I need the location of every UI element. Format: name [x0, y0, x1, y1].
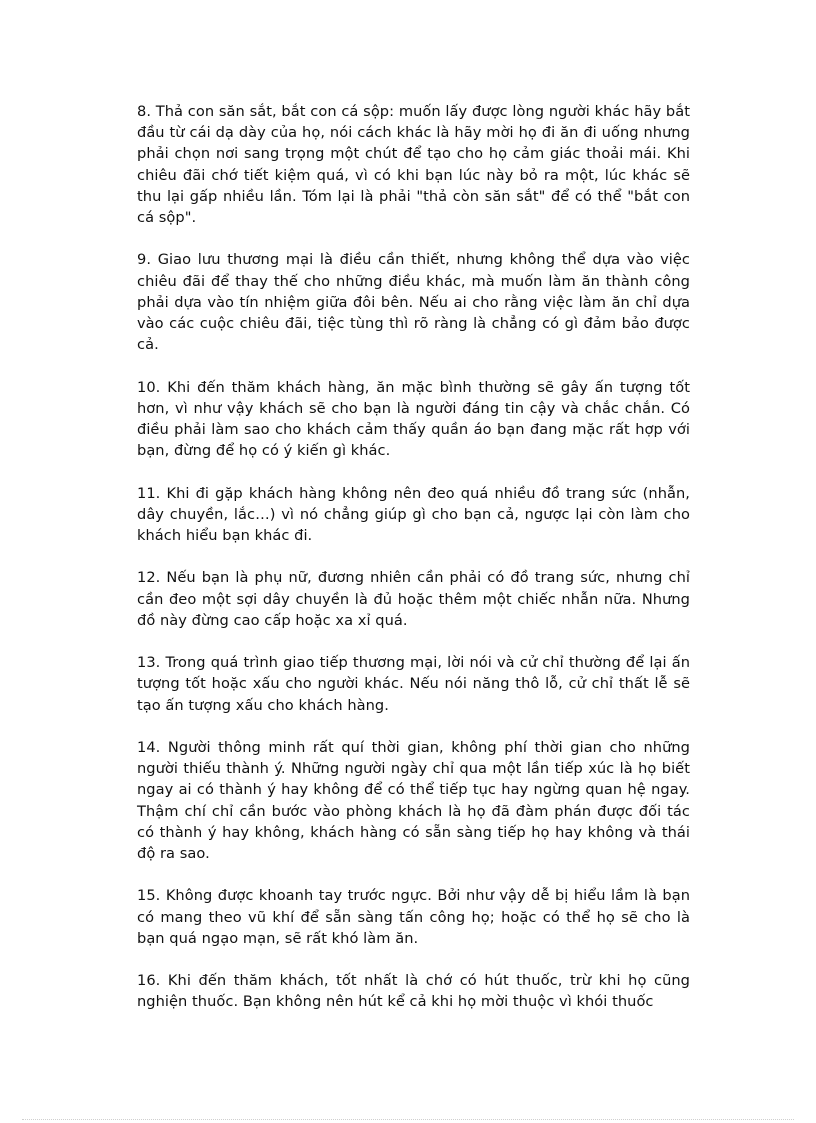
paragraph-9: 9. Giao lưu thương mại là điều cần thiết, nhưng không thể dựa vào việc chiêu đãi để thay thế cho những điều khác, mà muốn làm ăn thành công phải dựa vào tín nhiệm giữa đôi bên. Nếu ai cho rằng việc làm ăn chỉ dựa vào các cuộc chiêu đãi, tiệc tùng thì rõ ràng là chẳng có gì đảm bảo được cả.: [137, 251, 690, 354]
paragraph-13: 13. Trong quá trình giao tiếp thương mại, lời nói và cử chỉ thường để lại ấn tượng tốt hoặc xấu cho người khác. Nếu nói năng thô lỗ, cử chỉ thất lễ sẽ tạo ấn tượng xấu cho khách hàng.: [137, 654, 690, 714]
paragraph-10: 10. Khi đến thăm khách hàng, ăn mặc bình thường sẽ gây ấn tượng tốt hơn, vì như vậy khách sẽ cho bạn là người đáng tin cậy và chắc chắn. Có điều phải làm sao cho khách cảm thấy quần áo bạn đang mặc rất hợp với bạn, đừng để họ có ý kiến gì khác.: [137, 378, 690, 460]
paragraph-16: 16. Khi đến thăm khách, tốt nhất là chớ có hút thuốc, trừ khi họ cũng nghiện thuốc. Bạn không nên hút kể cả khi họ mời thuộc vì khói thuốc: [137, 972, 690, 1011]
paragraph-12: 12. Nếu bạn là phụ nữ, đương nhiên cần phải có đồ trang sức, nhưng chỉ cần đeo một sợi dây chuyền là đủ hoặc thêm một chiếc nhẫn nữa. Nhưng đồ này đừng cao cấp hoặc xa xỉ quá.: [137, 569, 690, 629]
page-bottom-divider: [22, 1119, 794, 1120]
paragraph-14: 14. Người thông minh rất quí thời gian, không phí thời gian cho những người thiếu thành ý. Những người ngày chỉ qua một lần tiếp xúc là họ biết ngay ai có thành ý hay không để có thể tiếp tục hay ngừng quan hệ ngay. Thậm chí chỉ cần bước vào phòng khách là họ đã đàm phán được đối tác có thành ý hay không, khách hàng có sẵn sàng tiếp họ hay không và thái độ ra sao.: [137, 739, 690, 863]
paragraph-11: 11. Khi đi gặp khách hàng không nên đeo quá nhiều đồ trang sức (nhẫn, dây chuyền, lắc…) vì nó chẳng giúp gì cho bạn cả, ngược lại còn làm cho khách hiểu bạn khác đi.: [137, 484, 690, 545]
paragraph-15: 15. Không được khoanh tay trước ngực. Bởi như vậy dễ bị hiểu lầm là bạn có mang theo vũ khí để sẵn sàng tấn công họ; hoặc có thể họ sẽ cho là bạn quá ngạo mạn, sẽ rất khó làm ăn.: [137, 887, 690, 947]
document-body: [137, 101, 690, 1013]
paragraph-8: 8. Thả con săn sắt, bắt con cá sộp: muốn lấy được lòng người khác hãy bắt đầu từ cái dạ dày của họ, nói cách khác là hãy mời họ đi ăn đi uống nhưng phải chọn nơi sang trọng một chút để tạo cho họ cảm giác thoải mái. Khi chiêu đãi chớ tiết kiệm quá, vì có khi bạn lúc này bỏ ra một, lúc khác sẽ thu lại gấp nhiều lần. Tóm lại là phải "thả còn săn sắt" để có thể "bắt con cá sộp".: [137, 103, 690, 227]
